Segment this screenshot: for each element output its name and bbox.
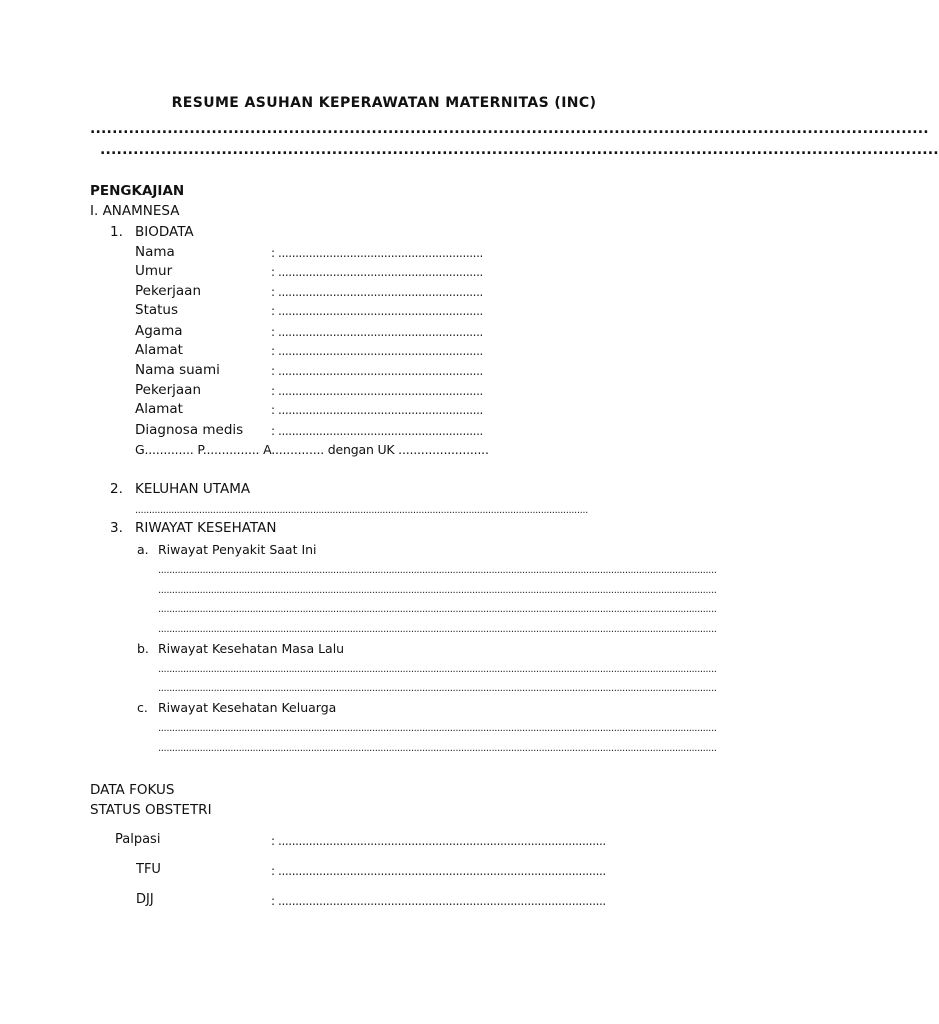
- heading-status-obstetri: STATUS OBSTETRI: [90, 802, 212, 818]
- document-title: RESUME ASUHAN KEPERAWATAN MATERNITAS (INC): [171, 95, 597, 111]
- field-label: Status: [135, 302, 179, 318]
- riwayat-number: 3.: [110, 520, 123, 536]
- field-label: Nama suami: [135, 362, 220, 378]
- answer-line[interactable]: .........................................................................................................................................................................................................: [158, 624, 717, 635]
- field-value[interactable]: : ............................................................: [271, 265, 483, 279]
- heading-data-fokus: DATA FOKUS: [90, 782, 175, 798]
- field-label: Umur: [135, 263, 173, 279]
- obstetri-value[interactable]: : ................................................................................................: [271, 834, 606, 848]
- riwayat-item-label: Riwayat Kesehatan Keluarga: [158, 700, 337, 715]
- biodata-number: 1.: [110, 224, 123, 240]
- field-label: Alamat: [135, 342, 183, 358]
- field-label: Nama: [135, 244, 175, 260]
- field-label: Alamat: [135, 401, 183, 417]
- riwayat-item-label: Riwayat Penyakit Saat Ini: [158, 542, 317, 557]
- answer-line[interactable]: .........................................................................................................................................................................................................: [158, 585, 717, 596]
- field-value[interactable]: : ............................................................: [271, 424, 483, 438]
- answer-line[interactable]: .........................................................................................................................................................................................................: [158, 723, 717, 734]
- gpa-line[interactable]: G............. P............... A.............. dengan UK ........................: [135, 442, 489, 457]
- field-label: Pekerjaan: [135, 283, 202, 299]
- field-label: Agama: [135, 323, 183, 339]
- field-value[interactable]: : ............................................................: [271, 246, 483, 260]
- obstetri-label: DJJ: [136, 892, 154, 907]
- dotted-line[interactable]: ........................................................................................................................................................: [90, 121, 929, 137]
- answer-line[interactable]: ...................................................................................................................................................................: [135, 505, 588, 516]
- riwayat-item-letter: c.: [137, 700, 148, 715]
- field-value[interactable]: : ............................................................: [271, 364, 483, 378]
- field-value[interactable]: : ............................................................: [271, 325, 483, 339]
- answer-line[interactable]: .........................................................................................................................................................................................................: [158, 683, 717, 694]
- keluhan-number: 2.: [110, 481, 123, 497]
- riwayat-heading: RIWAYAT KESEHATAN: [135, 520, 277, 536]
- dotted-line[interactable]: ........................................................................................................................................................: [100, 142, 939, 158]
- biodata-heading: BIODATA: [135, 224, 194, 240]
- keluhan-heading: KELUHAN UTAMA: [135, 481, 251, 497]
- field-value[interactable]: : ............................................................: [271, 285, 483, 299]
- riwayat-item-letter: b.: [137, 641, 149, 656]
- obstetri-label: Palpasi: [115, 832, 161, 847]
- field-value[interactable]: : ............................................................: [271, 384, 483, 398]
- answer-line[interactable]: .........................................................................................................................................................................................................: [158, 664, 717, 675]
- field-label: Diagnosa medis: [135, 422, 244, 438]
- field-value[interactable]: : ............................................................: [271, 344, 483, 358]
- field-label: Pekerjaan: [135, 382, 202, 398]
- answer-line[interactable]: .........................................................................................................................................................................................................: [158, 604, 717, 615]
- field-value[interactable]: : ............................................................: [271, 403, 483, 417]
- riwayat-item-letter: a.: [137, 542, 149, 557]
- obstetri-value[interactable]: : ................................................................................................: [271, 864, 606, 878]
- heading-anamnesa: I. ANAMNESA: [90, 203, 180, 219]
- answer-line[interactable]: .........................................................................................................................................................................................................: [158, 743, 717, 754]
- riwayat-item-label: Riwayat Kesehatan Masa Lalu: [158, 641, 345, 656]
- section-heading-pengkajian: PENGKAJIAN: [90, 183, 185, 199]
- answer-line[interactable]: .........................................................................................................................................................................................................: [158, 565, 717, 576]
- obstetri-value[interactable]: : ................................................................................................: [271, 894, 606, 908]
- field-value[interactable]: : ............................................................: [271, 304, 483, 318]
- obstetri-label: TFU: [136, 862, 161, 877]
